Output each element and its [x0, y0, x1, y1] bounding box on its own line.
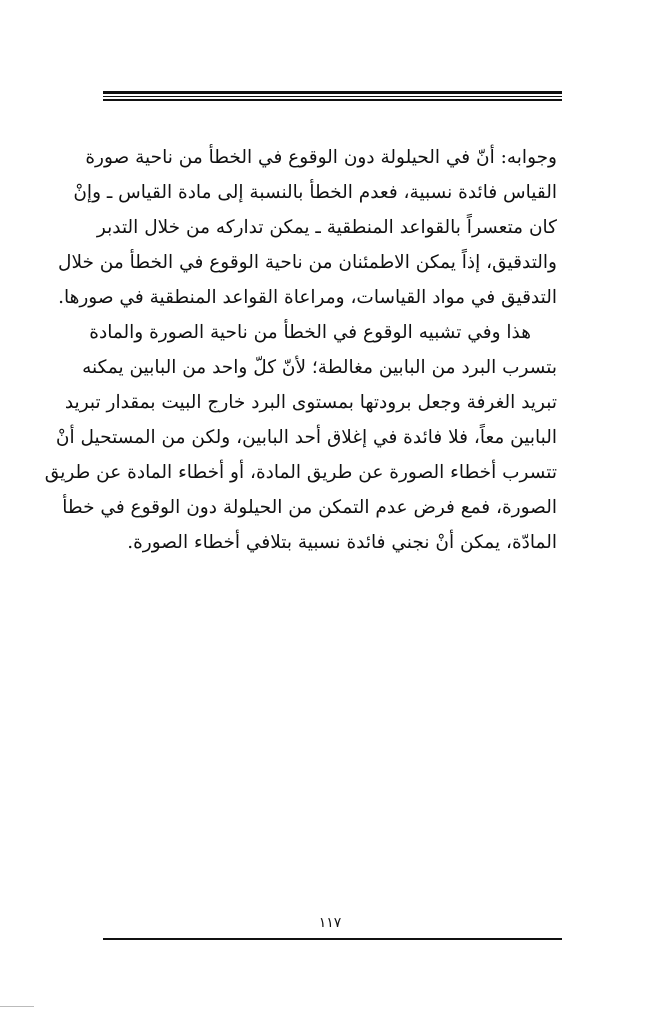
- text-line: البابين معاً، فلا فائدة في إغلاق أحد البابين، ولكن من المستحيل أنْ: [55, 427, 557, 448]
- header-rule-thin: [103, 96, 562, 97]
- page-number: ١١٧: [318, 915, 342, 931]
- text-line: تتسرب أخطاء الصورة عن طريق المادة، أو أخطاء المادة عن طريق: [44, 462, 557, 483]
- footer-rule: [103, 938, 562, 940]
- body-text: [44, 140, 557, 580]
- header-rule-thick: [103, 91, 562, 94]
- text-line: المادّة، يمكن أنْ نجني فائدة نسبية بتلافي أخطاء الصورة.: [127, 532, 557, 553]
- text-line: التدقيق في مواد القياسات، ومراعاة القواعد المنطقية في صورها.: [58, 287, 557, 308]
- text-line: تبريد الغرفة وجعل برودتها بمستوى البرد خارج البيت بمقدار تبريد: [64, 392, 557, 413]
- text-line: كان متعسراً بالقواعد المنطقية ـ يمكن تداركه من خلال التدبر: [96, 217, 557, 238]
- header-rule-bottom: [103, 99, 562, 101]
- scan-edge-mark: [0, 1006, 34, 1007]
- text-line: والتدقيق، إذاً يمكن الاطمئنان من ناحية الوقوع في الخطأ من خلال: [58, 252, 557, 273]
- text-line: الصورة، فمع فرض عدم التمكن من الحيلولة دون الوقوع في خطأ: [62, 497, 557, 518]
- text-line: وجوابه: أنّ في الحيلولة دون الوقوع في الخطأ من ناحية صورة: [85, 147, 557, 168]
- text-line: القياس فائدة نسبية، فعدم الخطأ بالنسبة إلى مادة القياس ـ وإنْ: [73, 182, 557, 203]
- text-line: هذا وفي تشبيه الوقوع في الخطأ من ناحية الصورة والمادة: [89, 322, 531, 343]
- text-line: بتسرب البرد من البابين مغالطة؛ لأنّ كلّ واحد من البابين يمكنه: [82, 357, 557, 378]
